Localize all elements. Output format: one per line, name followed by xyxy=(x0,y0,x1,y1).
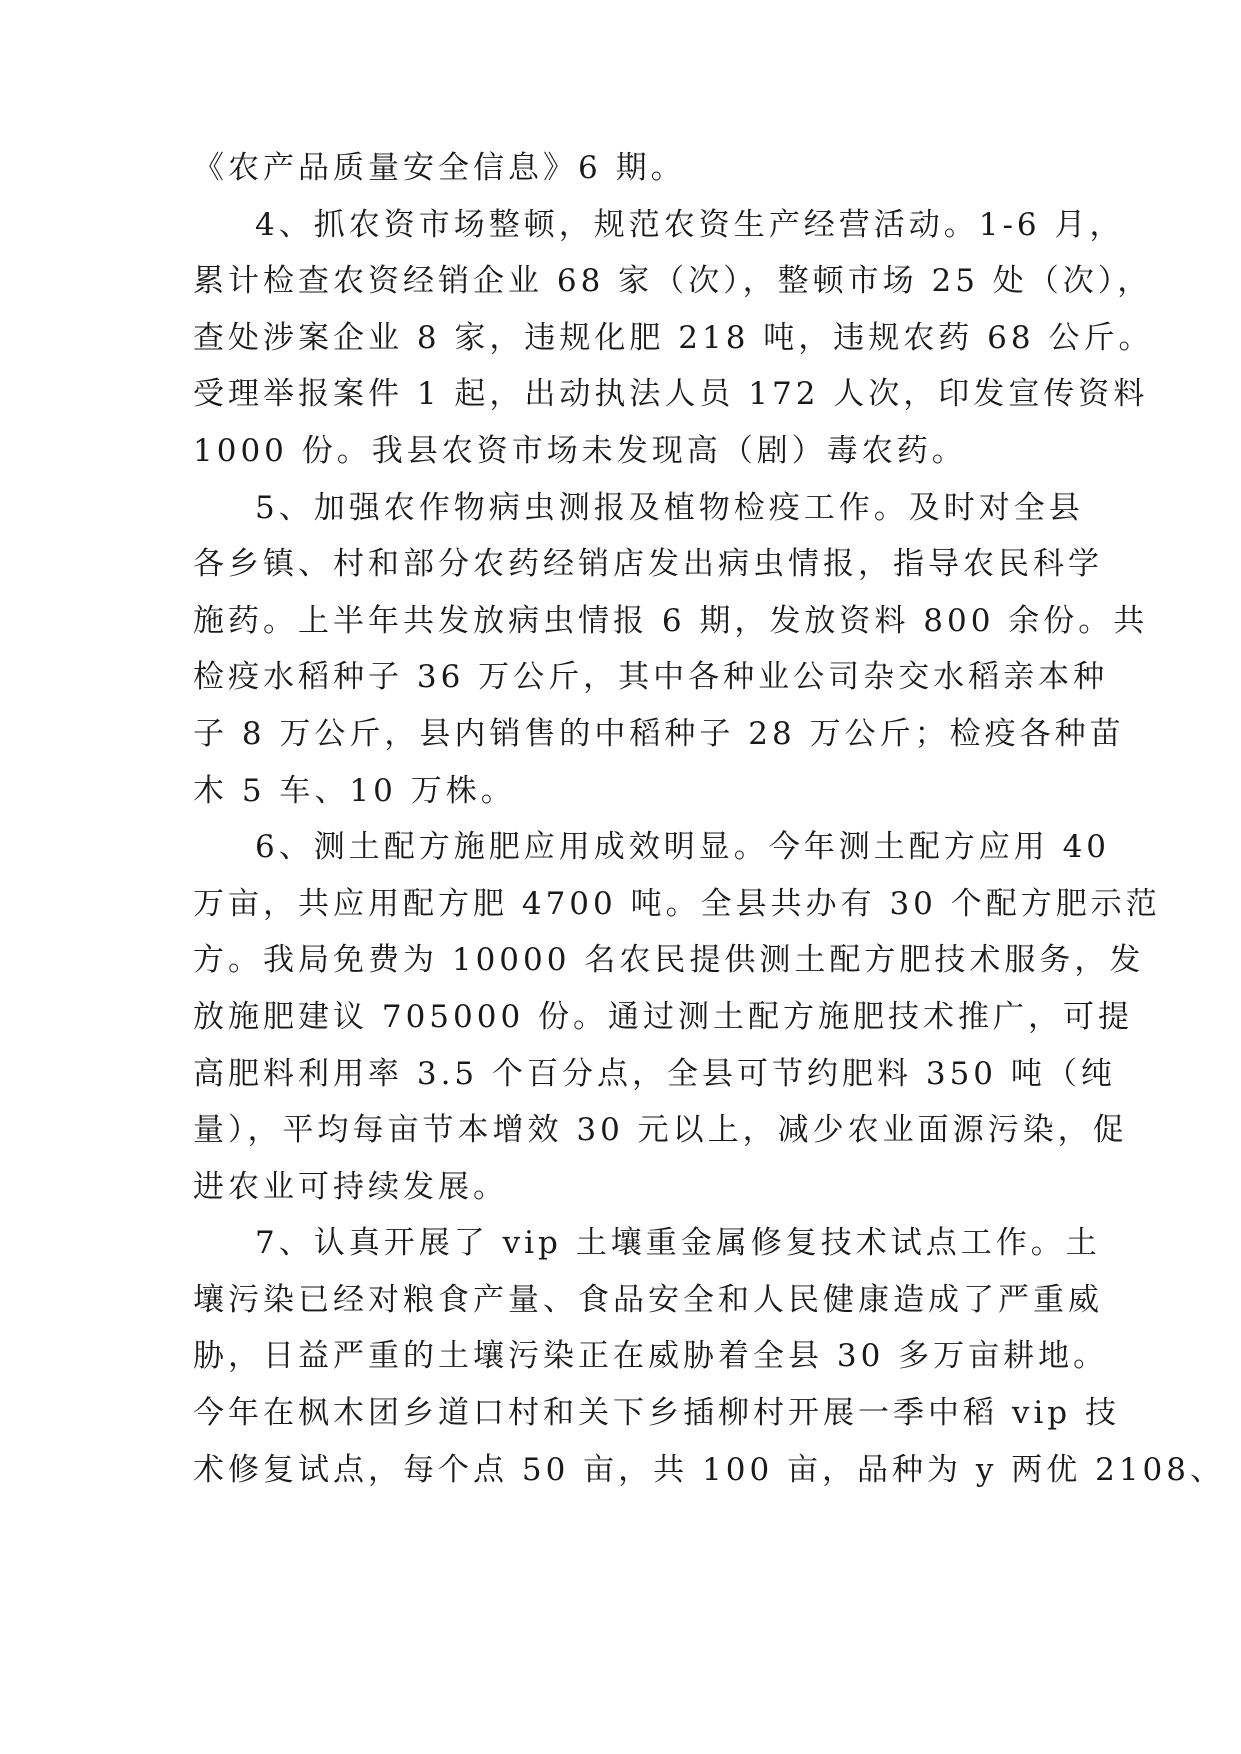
text-line: 各乡镇、村和部分农药经销店发出病虫情报，指导农民科学 xyxy=(193,546,1103,583)
text-line: 万亩，共应用配方肥 4700 吨。全县共办有 30 个配方肥示范 xyxy=(193,885,1161,922)
paragraph-item-6 xyxy=(193,819,1161,1215)
text-line: 子 8 万公斤，县内销售的中稻种子 28 万公斤；检疫各种苗 xyxy=(193,715,1125,752)
text-line: 量），平均每亩节本增效 30 元以上，减少农业面源污染，促 xyxy=(193,1112,1128,1149)
text-line: 方。我局免费为 10000 名农民提供测土配方肥技术服务，发 xyxy=(193,942,1145,979)
text-line: 1000 份。我县农资市场未发现高（剧）毒农药。 xyxy=(193,432,967,469)
text-line: 今年在枫木团乡道口村和关下乡插柳村开展一季中稻 vip 技 xyxy=(193,1395,1120,1432)
text-line: 6、测土配方施肥应用成效明显。今年测土配方应用 40 xyxy=(255,829,1111,866)
paragraph-item-5 xyxy=(193,480,1149,820)
text-line: 木 5 车、10 万株。 xyxy=(193,772,516,809)
paragraph-1 xyxy=(193,140,1063,197)
text-line: 进农业可持续发展。 xyxy=(193,1168,508,1205)
text-line: 7、认真开展了 vip 土壤重金属修复技术试点工作。土 xyxy=(255,1225,1101,1262)
text-line: 5、加强农作物病虫测报及植物检疫工作。及时对全县 xyxy=(255,489,1084,526)
document-body xyxy=(193,140,1225,1498)
text-line: 查处涉案企业 8 家，违规化肥 218 吨，违规农药 68 公斤。 xyxy=(193,319,1154,356)
text-line: 受理举报案件 1 起，出动执法人员 172 人次，印发宣传资料 xyxy=(193,376,1149,413)
text-line: 《农产品质量安全信息》6 期。 xyxy=(193,150,686,186)
text-line: 4、抓农资市场整顿，规范农资生产经营活动。1-6 月， xyxy=(255,206,1125,243)
text-line: 高肥料利用率 3.5 个百分点，全县可节约肥料 350 吨（纯 xyxy=(193,1055,1116,1092)
text-line: 术修复试点，每个点 50 亩，共 100 亩，品种为 y 两优 2108、 xyxy=(193,1451,1225,1488)
text-line: 累计检查农资经销企业 68 家（次），整顿市场 25 处（次）， xyxy=(193,263,1153,300)
text-line: 胁，日益严重的土壤污染正在威胁着全县 30 多万亩耕地。 xyxy=(193,1338,1109,1375)
text-line: 放施肥建议 705000 份。通过测土配方施肥技术推广，可提 xyxy=(193,998,1134,1035)
text-line: 施药。上半年共发放病虫情报 6 期，发放资料 800 余份。共 xyxy=(193,602,1149,639)
paragraph-item-7 xyxy=(193,1215,1225,1498)
paragraph-item-4 xyxy=(193,197,1154,480)
text-line: 检疫水稻种子 36 万公斤，其中各种业公司杂交水稻亲本种 xyxy=(193,659,1109,696)
text-line: 壤污染已经对粮食产量、食品安全和人民健康造成了严重威 xyxy=(193,1281,1103,1318)
